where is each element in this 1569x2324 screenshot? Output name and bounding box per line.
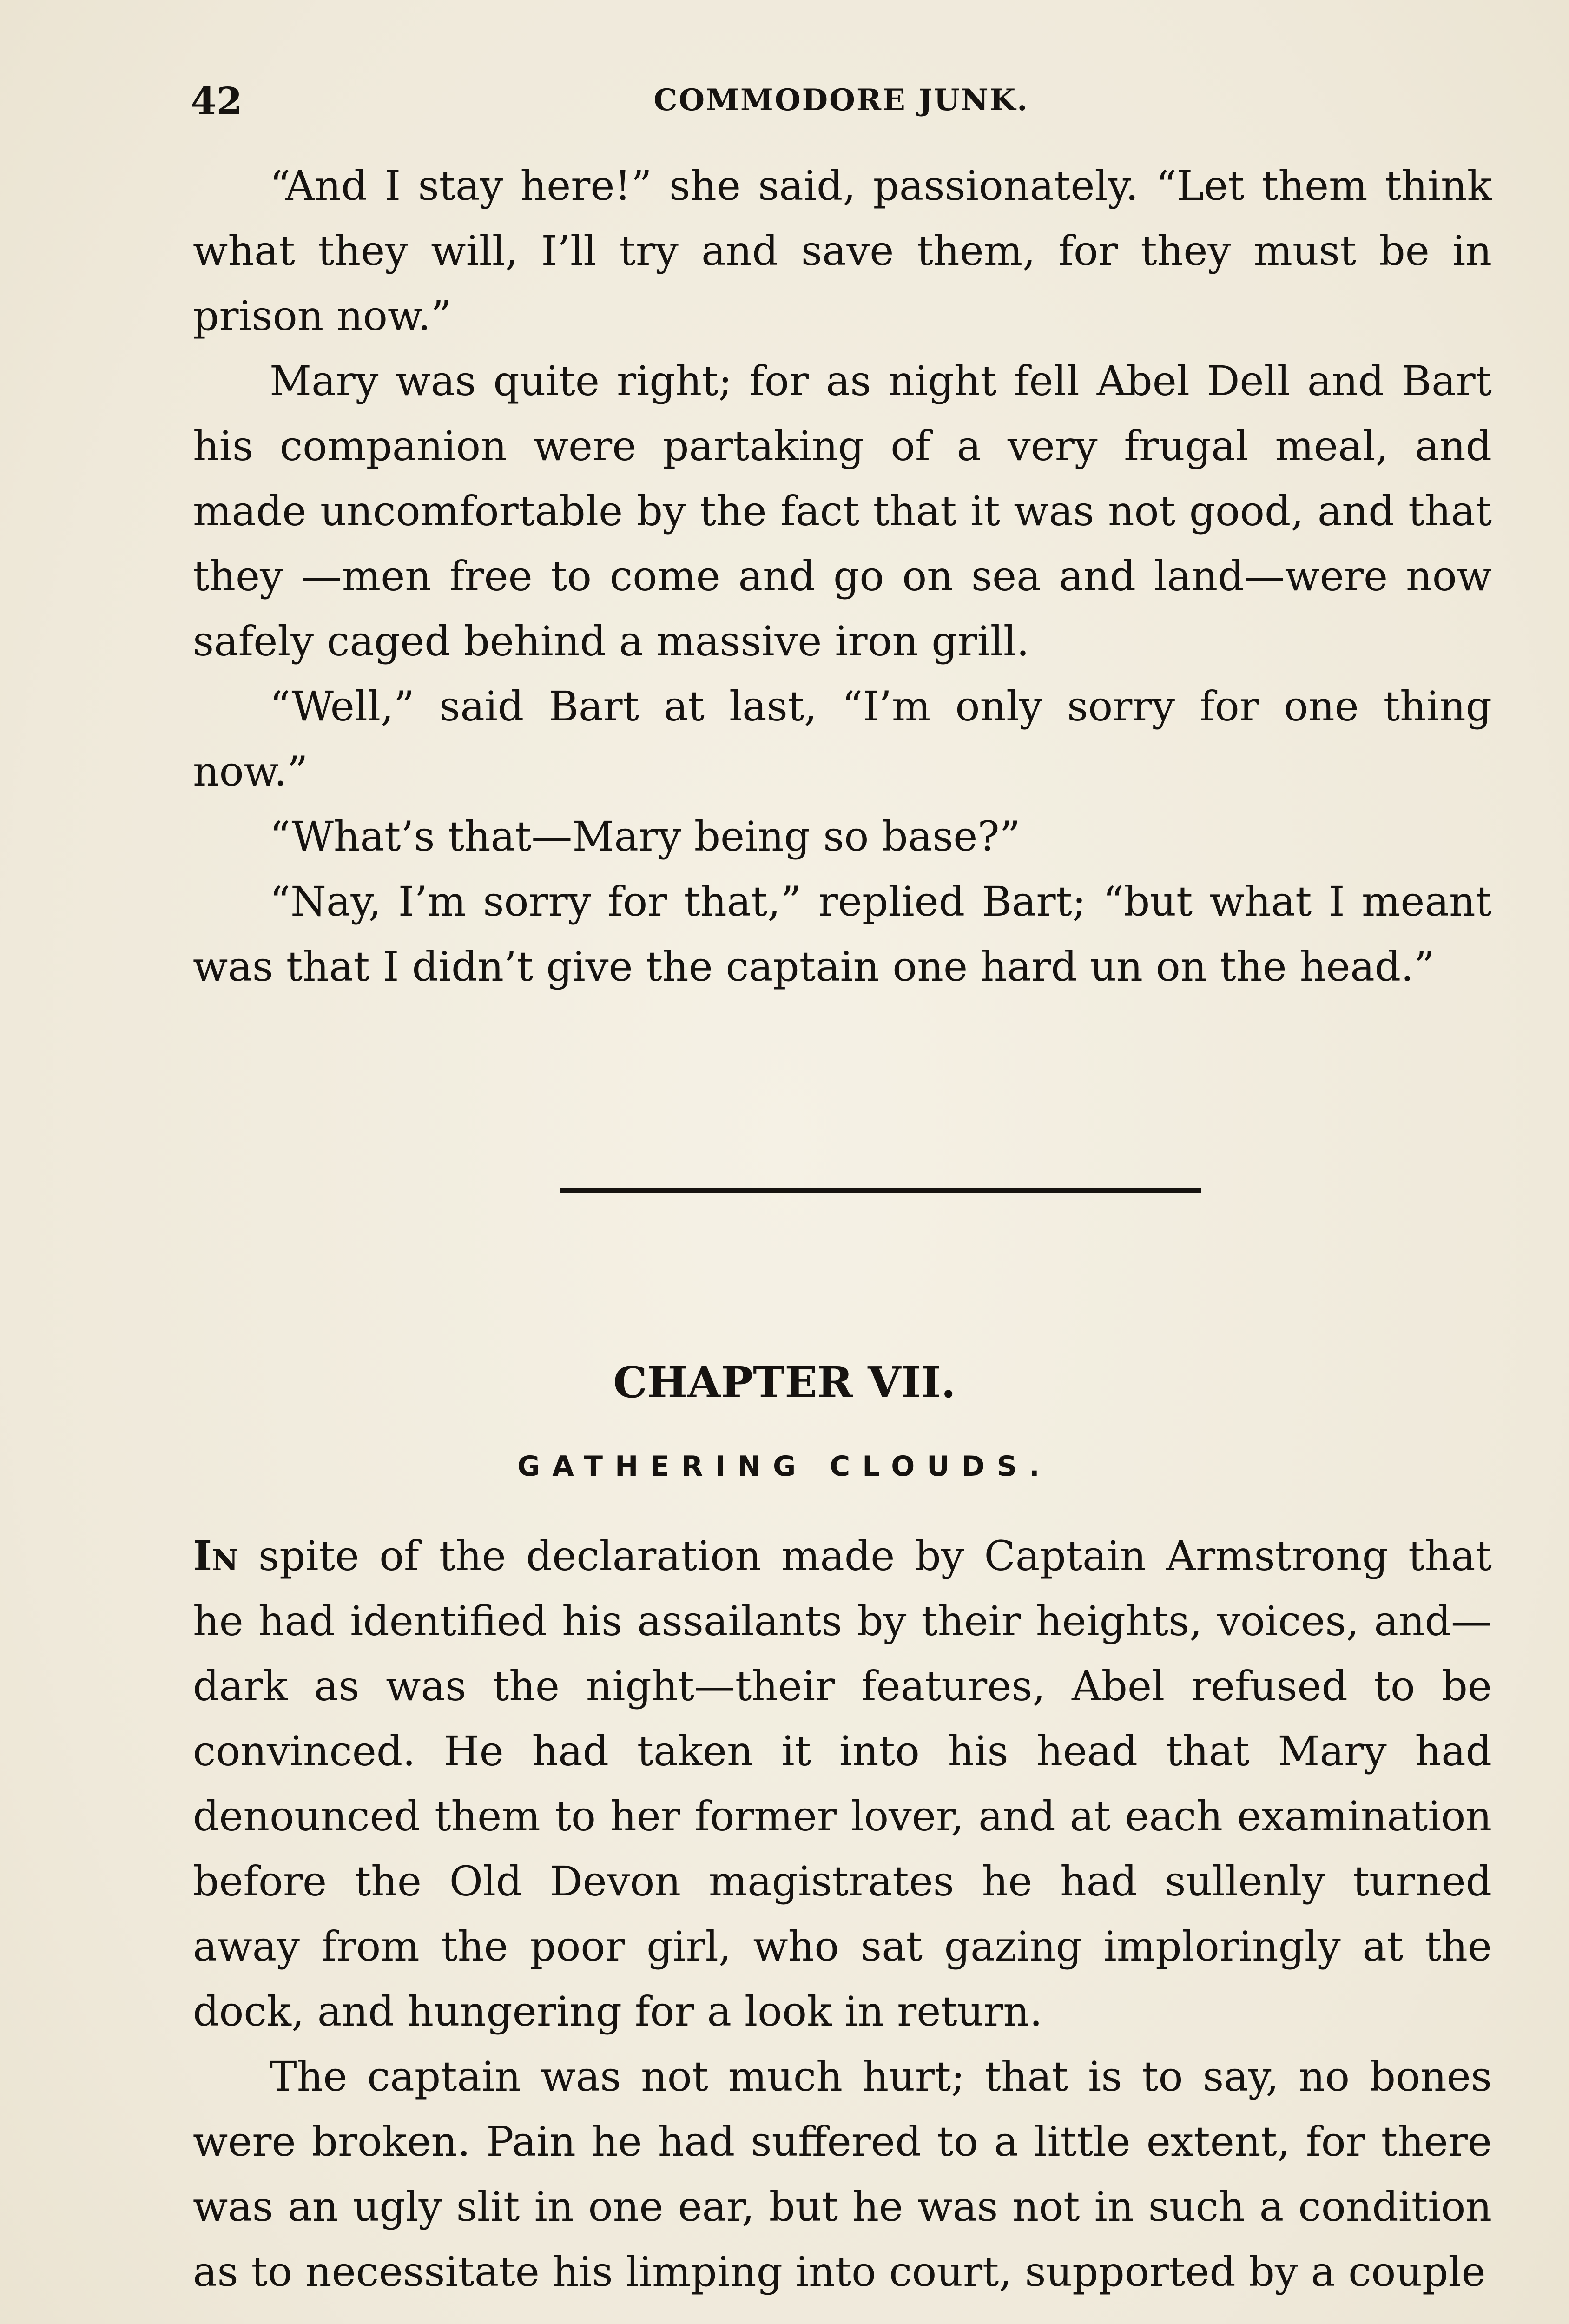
running-head: COMMODORE JUNK. [653, 83, 1029, 118]
body-text-top [193, 153, 1492, 999]
paragraph: “What’s that—Mary being so base?” [270, 812, 1021, 860]
opening-word: In [193, 1532, 238, 1580]
page-number: 42 [191, 79, 243, 123]
paragraph: “Nay, I’m sorry for that,” replied Bart; “but what I meant was that I didn’t give the captain one hard un on the head.” [193, 878, 1492, 990]
paragraph: The captain was not much hurt; that is to say, no bones were broken. Pain he had suffered to a little extent, for there was an ugly slit in one ear, but he was not in such a condition as to necessitate his limping into court, supported by a couple [193, 2053, 1492, 2296]
opening-text: spite of the declaration made by Captain Armstrong that he had identified his assailants by their heights, voices, and—dark as was the night—their features, Abel refused to be convinced. He had taken it into his head that Mary had denounced them to her former lover, and at each examination before the Old Devon magistrates he had sullenly turned away from the poor girl, who sat gazing imploringly at the dock, and hungering for a look in return. [193, 1532, 1492, 2035]
chapter-subtitle: GATHERING CLOUDS. [517, 1450, 1052, 1483]
chapter-opening-paragraph [193, 1523, 1492, 2044]
chapter-title: CHAPTER VII. [613, 1357, 956, 1407]
paragraph: “And I stay here!” she said, passionately. “Let them think what they will, I’ll try and save them, for they must be in prison now.” [193, 162, 1492, 340]
paragraph: Mary was quite right; for as night fell Abel Dell and Bart his companion were partaking of a very frugal meal, and made uncomfortable by the fact that it was not good, and that they —men free to come and go on sea and land—were now safely caged behind a massive iron grill. [193, 357, 1492, 665]
page-header [191, 79, 1492, 125]
chapter-divider-rule [560, 1188, 1201, 1193]
paragraph: “Well,” said Bart at last, “I’m only sorry for one thing now.” [193, 682, 1492, 795]
body-text-chapter [193, 1523, 1492, 2304]
